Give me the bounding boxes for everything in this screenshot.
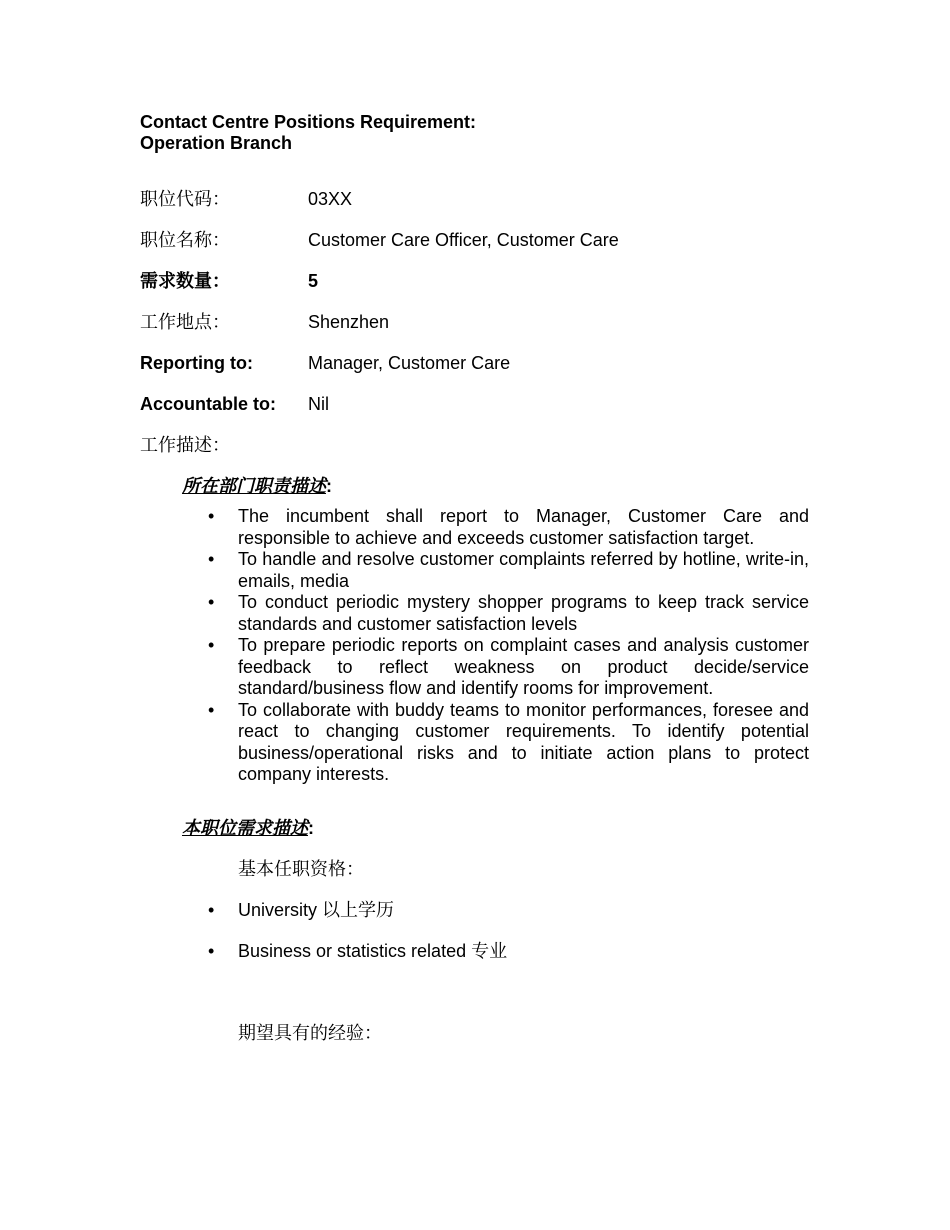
field-label: Accountable to: (140, 394, 277, 414)
list-item-text: To conduct periodic mystery shopper programs to keep track service standards and customer satisfaction levels (238, 592, 809, 634)
section-heading-text: 所在部门职责描述 (182, 476, 326, 496)
field-label: 职位代码： (140, 189, 230, 209)
bullet-dot-icon: • (208, 699, 215, 720)
list-item (208, 592, 809, 635)
section-heading-colon: : (308, 818, 314, 838)
document-title (140, 112, 476, 154)
list-item (208, 635, 809, 700)
bullet-dot-icon: • (208, 506, 215, 526)
list-item (208, 506, 809, 549)
title-line-1: Contact Centre Positions Requirement: (140, 112, 477, 132)
list-item (208, 699, 809, 786)
section-heading-text: 本职位需求描述 (182, 818, 308, 838)
field-label: Reporting to: (140, 353, 253, 373)
field-value: 03XX (308, 189, 353, 209)
field-value: Shenzhen (308, 312, 390, 332)
field-value: Customer Care Officer, Customer Care (308, 230, 619, 250)
section-heading-colon: : (326, 476, 332, 496)
field-label: 职位名称： (140, 230, 230, 250)
position-section-heading (182, 818, 314, 839)
field-label: 需求数量： (140, 271, 230, 291)
bullet-dot-icon: • (208, 592, 215, 612)
field-label: 工作地点： (140, 312, 230, 332)
expected-experience-label: 期望具有的经验： (238, 1023, 382, 1044)
title-line-2: Operation Branch (140, 133, 293, 153)
field-value: Manager, Customer Care (308, 353, 511, 373)
bullet-dot-icon: • (208, 941, 215, 961)
list-item (208, 549, 809, 592)
field-value: 5 (308, 271, 319, 291)
department-section-heading (182, 476, 332, 497)
field-value: Nil (308, 394, 329, 414)
field-label: 工作描述： (140, 435, 230, 455)
list-item-text: To handle and resolve customer complaints referred by hotline, write-in, emails, media (238, 549, 809, 591)
qualification-item (208, 941, 508, 962)
bullet-dot-icon: • (208, 549, 215, 569)
department-duties-list (208, 506, 809, 786)
list-item-text: To collaborate with buddy teams to monitor performances, foresee and react to changing customer requirements. To identify potential business/operational risks and to initiate action plans to protect company interests. (238, 699, 809, 784)
qualification-text-en: University (238, 900, 323, 920)
qualification-item (208, 900, 395, 921)
bullet-dot-icon: • (208, 635, 215, 655)
basic-qualifications-label: 基本任职资格： (238, 859, 364, 880)
qualification-text-cn: 以上学历 (322, 900, 395, 921)
qualification-text-en: Business or statistics related (238, 941, 472, 961)
bullet-dot-icon: • (208, 900, 215, 920)
qualification-text-cn: 专业 (471, 941, 508, 962)
list-item-text: The incumbent shall report to Manager, Customer Care and responsible to achieve and exceeds customer satisfaction target. (238, 506, 809, 548)
list-item-text: To prepare periodic reports on complaint cases and analysis customer feedback to reflect weakness on product decide/service standard/business flow and identify rooms for improvement. (238, 635, 809, 698)
